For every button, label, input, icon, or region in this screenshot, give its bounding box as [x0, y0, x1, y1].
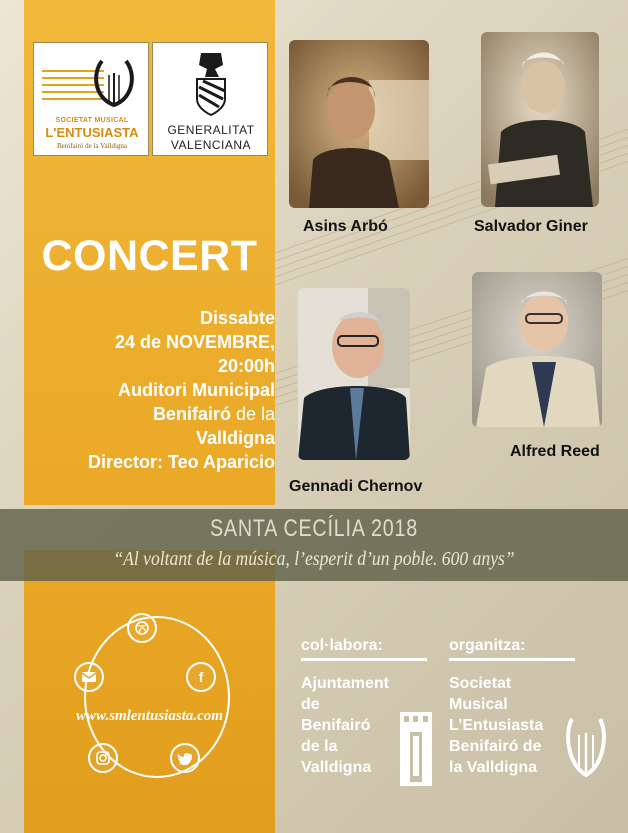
organitza-line: Musical [449, 696, 508, 713]
event-director: Director: Teo Aparicio [87, 452, 275, 472]
composer-name: Asins Arbó [303, 218, 388, 235]
generalitat-logo [152, 42, 268, 156]
composer-photo-giner [481, 32, 599, 207]
gv-line1-text: GENERALITAT [167, 123, 255, 137]
organitza-line: la Valldigna [449, 759, 538, 776]
composer-name: Gennadi Chernov [289, 478, 423, 495]
band-subtitle: “Al voltant de la música, l’esperit d’un poble. 600 anys” [113, 548, 515, 570]
composer-name: Salvador Giner [474, 218, 588, 235]
societat-musical-logo [33, 42, 149, 156]
organitza-text [449, 673, 543, 778]
organitza-heading: organitza: [449, 637, 526, 654]
logo-small-text: SOCIETAT MUSICAL [55, 117, 129, 124]
organitza-line: Benifairó de [449, 738, 542, 755]
composer-name: Alfred Reed [510, 443, 600, 460]
band-title: SANTA CECÍLIA 2018 [209, 515, 419, 542]
composer-photo-asins [289, 40, 429, 208]
event-details [24, 306, 275, 474]
logo-name-text: L'ENTUSIASTA [45, 125, 139, 140]
collabora-heading: col·labora: [301, 637, 383, 654]
town-tower-icon [398, 710, 434, 788]
event-town [24, 402, 275, 426]
logo-reflection [33, 158, 149, 198]
town-connector: de la [230, 404, 275, 424]
organitza-line: L’Entusiasta [449, 717, 544, 734]
logo-town-text: Benifairó de la Valldigna [56, 142, 128, 150]
website-link[interactable]: www.smlentusiasta.com [76, 708, 223, 724]
collabora-line: Benifairó [301, 717, 371, 734]
event-day: Dissabte [199, 308, 275, 328]
collabora-rule [301, 658, 427, 661]
collabora-line: Ajuntament [301, 675, 389, 692]
event-town-2: Valldigna [195, 428, 275, 448]
composer-photo-chernov [298, 288, 410, 460]
envelope-icon[interactable] [74, 662, 104, 692]
lyre-logo-icon [34, 43, 150, 115]
event-venue: Auditori Municipal [118, 380, 275, 400]
town-name: Benifairó [152, 404, 231, 424]
event-date: 24 de NOVEMBRE, [114, 332, 275, 352]
organitza-rule [449, 658, 575, 661]
collabora-line: Valldigna [301, 759, 372, 776]
headline: CONCERT [41, 232, 258, 280]
gv-line2-text: VALENCIANA [170, 138, 252, 152]
dribbble-icon[interactable] [127, 613, 157, 643]
collabora-line: de [301, 696, 320, 713]
event-time: 20:00h [217, 356, 275, 376]
organitza-line: Societat [449, 675, 512, 692]
composer-photo-reed [472, 272, 602, 427]
collabora-text [301, 673, 389, 778]
crest-icon [153, 43, 269, 121]
twitter-icon[interactable] [170, 743, 200, 773]
collabora-line: de la [301, 738, 338, 755]
facebook-icon[interactable]: f [186, 662, 216, 692]
logo-reflection [152, 158, 268, 198]
instagram-icon[interactable] [88, 743, 118, 773]
lyre-icon [566, 715, 606, 781]
